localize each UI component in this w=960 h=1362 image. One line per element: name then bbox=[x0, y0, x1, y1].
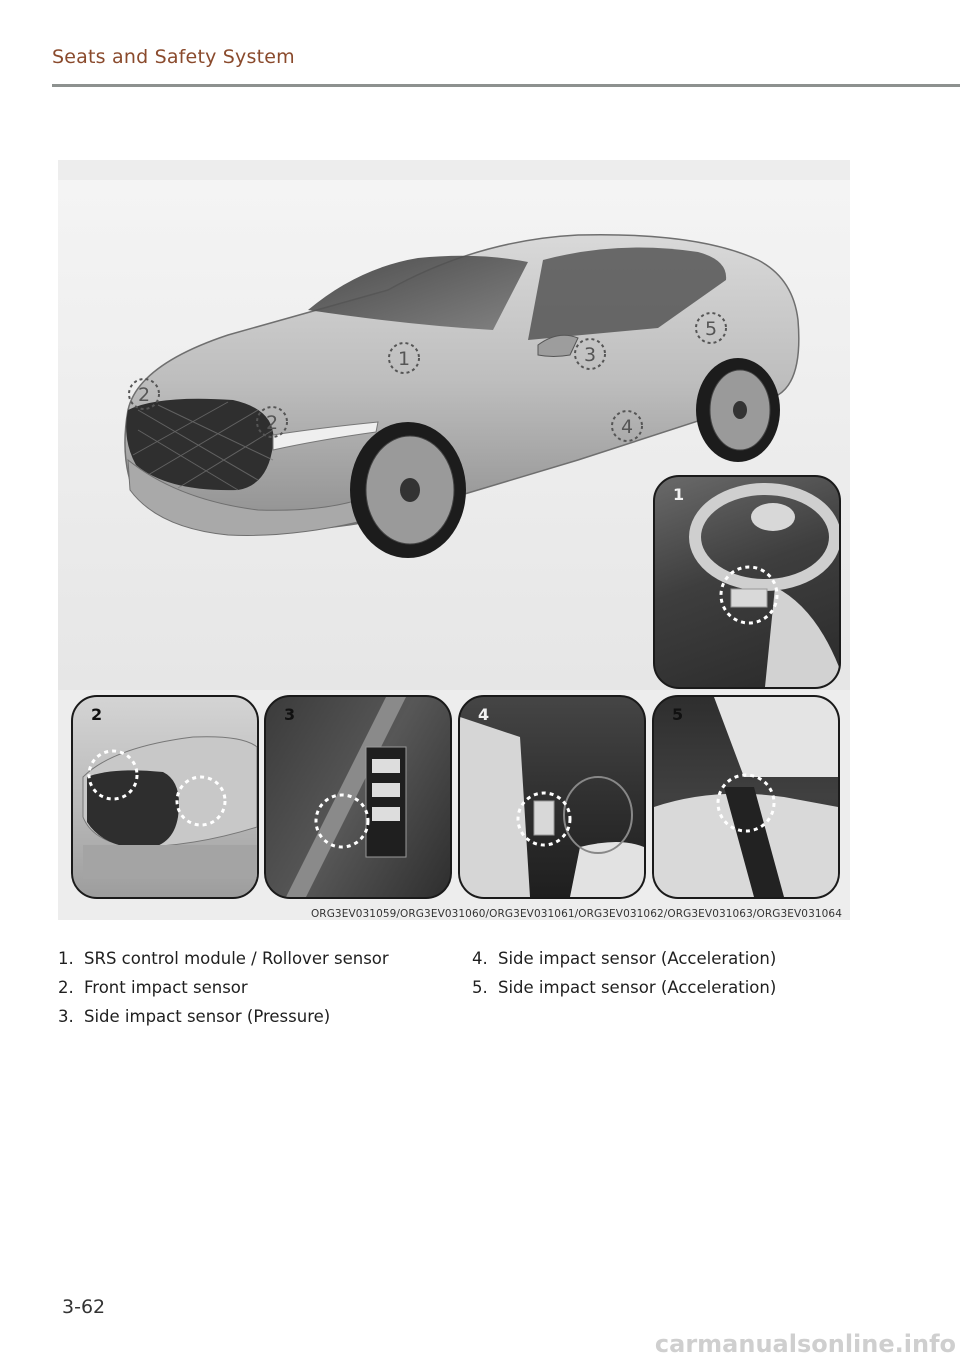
front-wheel bbox=[350, 422, 466, 558]
legend-item-text: Side impact sensor (Pressure) bbox=[84, 1007, 331, 1026]
callout-3-label: 3 bbox=[583, 344, 597, 366]
inset-4-art bbox=[460, 697, 644, 897]
legend-item-num: 4. bbox=[472, 949, 488, 968]
figure-ref-code: ORG3EV031059/ORG3EV031060/ORG3EV031061/ORG3EV031062/ORG3EV031063/ORG3EV031064 bbox=[310, 908, 842, 920]
legend-item-text: Side impact sensor (Acceleration) bbox=[498, 978, 777, 997]
header-title: Seats and Safety System bbox=[52, 46, 295, 68]
inset-5-rear bbox=[652, 695, 840, 899]
inset-2-front bbox=[71, 695, 259, 899]
legend-item bbox=[472, 973, 776, 1002]
legend-item-text: Side impact sensor (Acceleration) bbox=[498, 949, 777, 968]
inset-1-art bbox=[655, 477, 839, 687]
inset-2-art bbox=[73, 697, 257, 897]
legend-item-text: Front impact sensor bbox=[84, 978, 248, 997]
inset-5-art bbox=[654, 697, 838, 897]
callout-2-right-label: 2 bbox=[265, 412, 279, 434]
callout-1-label: 1 bbox=[397, 348, 411, 370]
legend-item-num: 3. bbox=[58, 1007, 74, 1026]
page-number: 3-62 bbox=[62, 1296, 106, 1318]
legend-left bbox=[58, 944, 389, 1031]
watermark: carmanualsonline.info bbox=[654, 1330, 956, 1358]
legend-item-num: 2. bbox=[58, 978, 74, 997]
legend-item bbox=[472, 944, 776, 973]
legend-item bbox=[58, 944, 389, 973]
inset-3-art bbox=[266, 697, 450, 897]
callout-4-label: 4 bbox=[620, 416, 634, 438]
legend-item-num: 1. bbox=[58, 949, 74, 968]
inset-2-number: 2 bbox=[91, 705, 103, 724]
callout-5-label: 5 bbox=[704, 318, 718, 340]
sensor-location-figure bbox=[58, 160, 850, 920]
header-rule bbox=[52, 84, 960, 87]
legend-right bbox=[472, 944, 776, 1002]
inset-1-number: 1 bbox=[673, 485, 685, 504]
inset-1-steering bbox=[653, 475, 841, 689]
inset-4-number: 4 bbox=[478, 705, 490, 724]
inset-3-door bbox=[264, 695, 452, 899]
inset-4-seat bbox=[458, 695, 646, 899]
legend-item bbox=[58, 1002, 389, 1031]
legend-item-num: 5. bbox=[472, 978, 488, 997]
inset-5-number: 5 bbox=[672, 705, 684, 724]
legend-item-text: SRS control module / Rollover sensor bbox=[84, 949, 389, 968]
callout-2-left-label: 2 bbox=[137, 384, 151, 406]
legend-item bbox=[58, 973, 389, 1002]
rear-wheel bbox=[696, 358, 780, 462]
inset-3-number: 3 bbox=[284, 705, 296, 724]
